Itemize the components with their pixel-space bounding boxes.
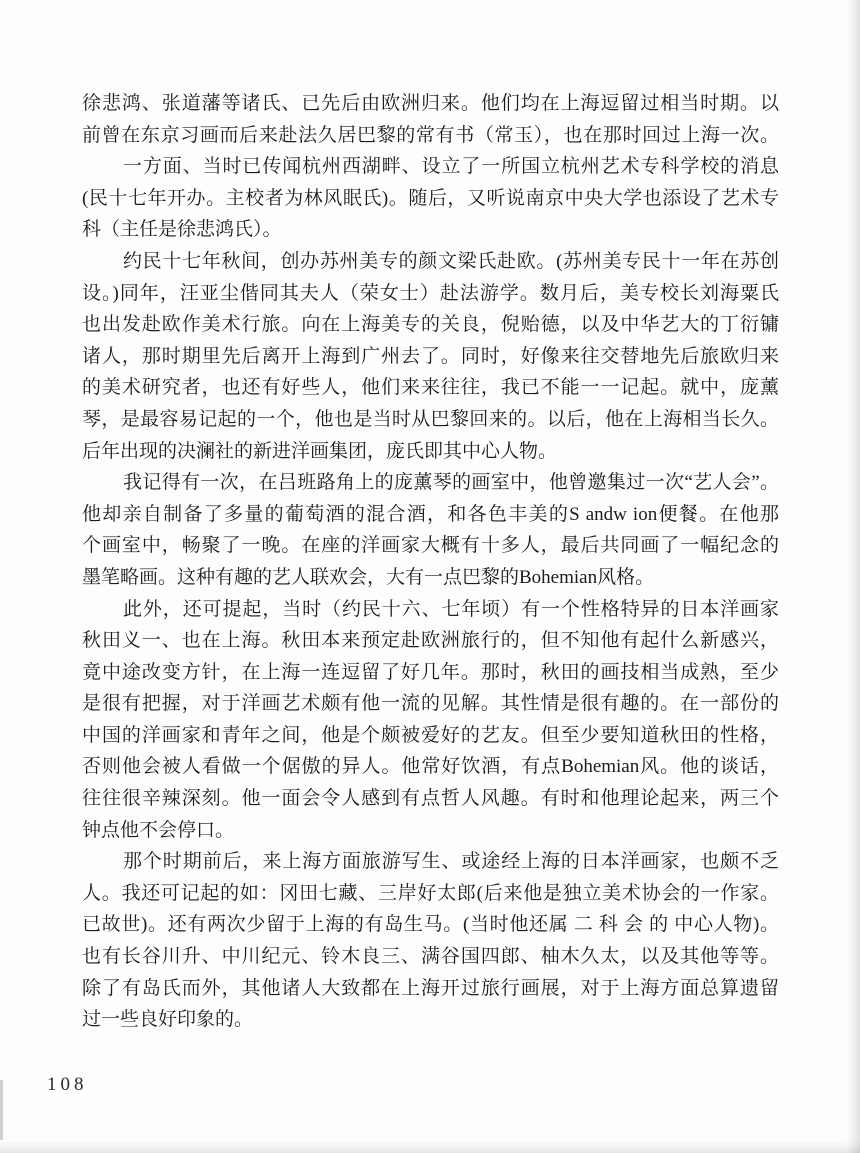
text-line: (民十七年开办。主校者为林风眠氏)。随后，又听说南京中央大学也添设了艺术专 [82, 187, 779, 209]
text-line: 他却亲自制备了多量的葡萄酒的混合酒，和各色丰美的S andw ion便餐。在他那 [82, 503, 779, 525]
text-line: 往往很辛辣深刻。他一面会令人感到有点哲人风趣。有时和他理论起来，两三个 [82, 788, 779, 810]
text-line: 是很有把握，对于洋画艺术颇有他一流的见解。其性情是很有趣的。在一部份的 [82, 693, 779, 715]
text-line: 一方面、当时已传闻杭州西湖畔、设立了一所国立杭州艺术专科学校的消息 [123, 156, 779, 178]
text-line: 过一些良好印象的。 [82, 1009, 254, 1031]
text-line: 墨笔略画。这种有趣的艺人联欢会，大有一点巴黎的Bohemian风格。 [82, 566, 655, 588]
text-line: 钟点他不会停口。 [82, 819, 235, 841]
text-line: 人。我还可记起的如：冈田七藏、三岸好太郎(后来他是独立美术协会的一作家。 [82, 882, 779, 904]
scan-edge-bottom [0, 1141, 860, 1153]
text-line: 设。)同年，汪亚尘偕同其夫人（荣女士）赴法游学。数月后，美专校长刘海粟氏 [82, 282, 779, 304]
text-line: 约民十七年秋间，创办苏州美专的颜文梁氏赴欧。(苏州美专民十一年在苏创 [123, 250, 779, 272]
text-line: 后年出现的决澜社的新进洋画集团，庞氏即其中心人物。 [82, 440, 558, 462]
text-line: 的美术研究者，也还有好些人，他们来来往往，我已不能一一记起。就中，庞薰 [82, 377, 779, 399]
text-line: 已故世)。还有两次少留于上海的有岛生马。(当时他还属 二 科 会 的 中心人物)。 [82, 914, 779, 936]
text-line: 个画室中，畅聚了一晚。在座的洋画家大概有十多人，最后共同画了一幅纪念的 [82, 535, 779, 557]
text-line: 否则他会被人看做一个倨傲的异人。他常好饮酒，有点Bohemian风。他的谈话， [82, 756, 779, 778]
text-block [82, 88, 779, 1036]
text-line: 此外，还可提起，当时（约民十六、七年顷）有一个性格特异的日本洋画家 [123, 598, 779, 620]
text-line: 除了有岛氏而外，其他诸人大致都在上海开过旅行画展，对于上海方面总算遗留 [82, 977, 779, 999]
scan-edge-right [846, 0, 860, 1153]
scan-artifact-left [0, 1080, 3, 1140]
text-line: 也出发赴欧作美术行旅。向在上海美专的关良，倪贻德，以及中华艺大的丁衍镛 [82, 314, 779, 336]
text-line: 中国的洋画家和青年之间，他是个颇被爱好的艺友。但至少要知道秋田的性格， [82, 724, 779, 746]
page-number: 108 [47, 1074, 88, 1095]
text-line: 竟中途改变方针，在上海一连逗留了好几年。那时，秋田的画技相当成熟，至少 [82, 661, 779, 683]
text-line: 那个时期前后，来上海方面旅游写生、或途经上海的日本洋画家，也颇不乏 [123, 851, 779, 873]
text-line: 也有长谷川升、中川纪元、铃木良三、满谷国四郎、柚木久太，以及其他等等。 [82, 946, 779, 968]
text-line: 我记得有一次，在吕班路角上的庞薰琴的画室中，他曾邀集过一次“艺人会”。 [123, 472, 779, 494]
text-line: 前曾在东京习画而后来赴法久居巴黎的常有书（常玉），也在那时回过上海一次。 [82, 124, 779, 146]
text-line: 秋田义一、也在上海。秋田本来预定赴欧洲旅行的，但不知他有起什么新感兴， [82, 630, 779, 652]
text-line: 科（主任是徐悲鸿氏）。 [82, 219, 282, 241]
text-line: 诸人，那时期里先后离开上海到广州去了。同时，好像来往交替地先后旅欧归来 [82, 345, 779, 367]
text-line: 徐悲鸿、张道藩等诸氏、已先后由欧洲归来。他们均在上海逗留过相当时期。以 [82, 93, 779, 114]
text-line: 琴，是最容易记起的一个，他也是当时从巴黎回来的。以后，他在上海相当长久。 [82, 408, 779, 430]
